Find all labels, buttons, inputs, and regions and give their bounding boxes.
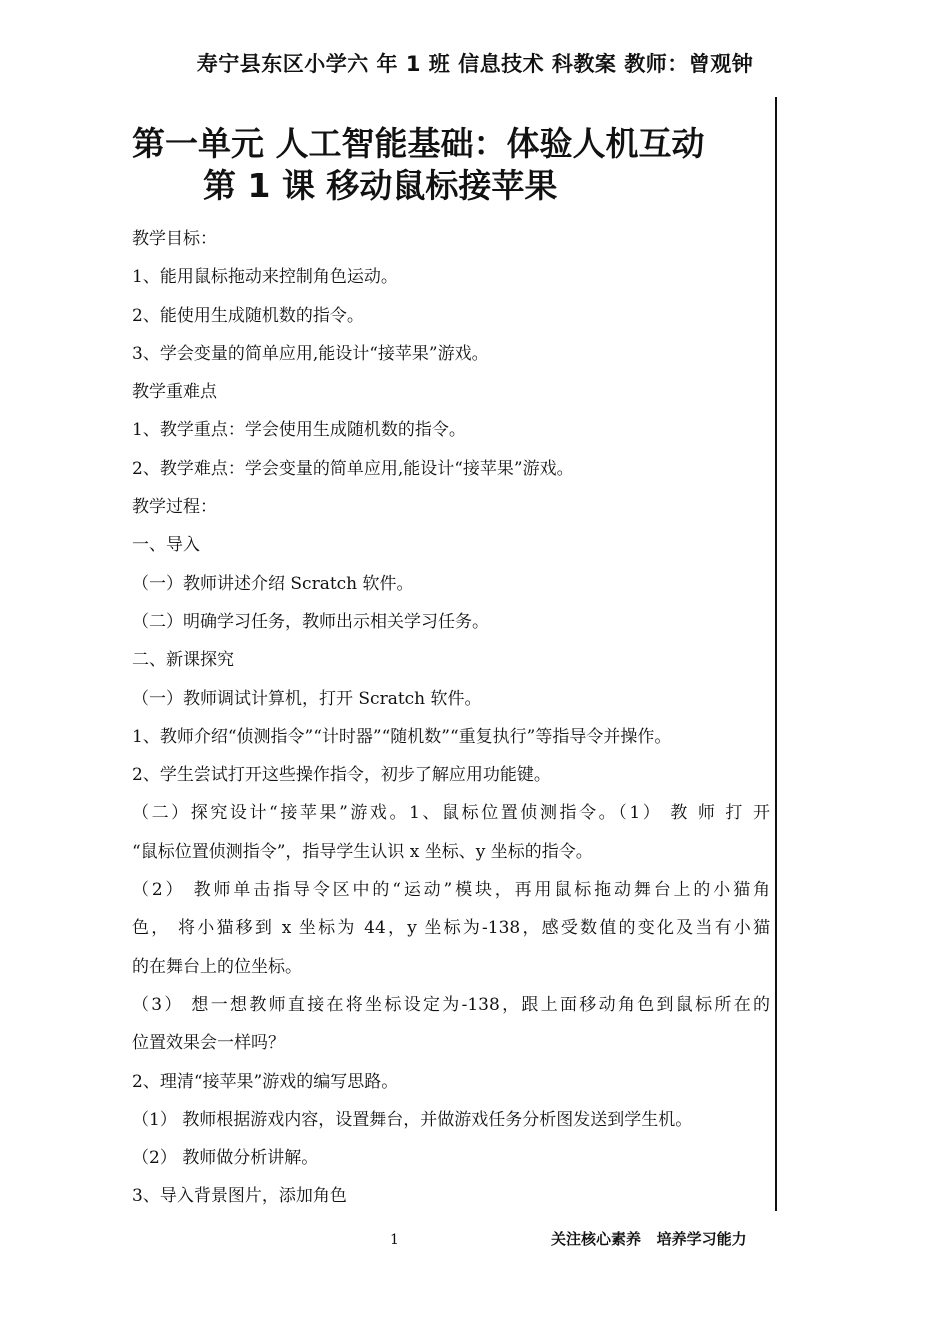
margin-rule [775,97,777,1211]
text-line: （一）教师讲述介绍 Scratch 软件。 [132,573,414,594]
text-line: 二、新课探究 [132,650,234,671]
text-line: 教学重难点 [132,382,217,403]
text-line: 3、导入背景图片，添加角色 [132,1186,347,1207]
text-line: 1、教学重点：学会使用生成随机数的指令。 [132,420,466,441]
page-header: 寿宁县东区小学六 年 1 班 信息技术 科教案 教师：曾观钟 [196,52,754,76]
text-line: “鼠标位置侦测指令”，指导学生认识 x 坐标、y 坐标的指令。 [132,841,593,862]
text-line: 3、学会变量的简单应用,能设计“接苹果”游戏。 [132,343,489,364]
unit-title: 第一单元 人工智能基础：体验人机互动 [132,124,705,163]
text-line: 2、学生尝试打开这些操作指令，初步了解应用功能键。 [132,765,551,786]
text-line: （2） 教师做分析讲解。 [132,1148,319,1169]
page-number: 1 [390,1232,399,1248]
text-line: 的在舞台上的位坐标。 [132,956,302,977]
text-line: 教学过程： [132,497,217,518]
lesson-plan-body [132,220,770,1216]
text-line: （一）教师调试计算机，打开 Scratch 软件。 [132,688,482,709]
text-line: 2、能使用生成随机数的指令。 [132,305,364,326]
text-line: （二）探究设计“接苹果”游戏。1、鼠标位置侦测指令。（1） 教 师 打 开 [132,803,770,824]
text-line: （二）明确学习任务，教师出示相关学习任务。 [132,611,489,632]
text-line: 教学目标： [132,229,217,249]
lesson-title: 第 1 课 移动鼠标接苹果 [203,166,558,205]
text-line: （2） 教师单击指导令区中的“运动”模块，再用鼠标拖动舞台上的小猫角 [132,880,770,901]
text-line: （1） 教师根据游戏内容，设置舞台，并做游戏任务分析图发送到学生机。 [132,1109,693,1130]
text-line: 1、能用鼠标拖动来控制角色运动。 [132,267,398,288]
text-line: 色， 将小猫移到 x 坐标为 44，y 坐标为-138，感受数值的变化及当有小猫 [132,918,770,939]
text-line: 1、教师介绍“侦测指令”“计时器”“随机数”“重复执行”等指导令并操作。 [132,726,672,747]
text-line: 2、教学难点：学会变量的简单应用,能设计“接苹果”游戏。 [132,458,574,479]
text-line: （3） 想一想教师直接在将坐标设定为-138，跟上面移动角色到鼠标所在的 [132,994,770,1015]
footer-slogan: 关注核心素养 培养学习能力 [551,1230,747,1248]
text-line: 位置效果会一样吗？ [132,1033,285,1054]
text-line: 一、导入 [132,535,200,556]
text-line: 2、理清“接苹果”游戏的编写思路。 [132,1071,399,1092]
